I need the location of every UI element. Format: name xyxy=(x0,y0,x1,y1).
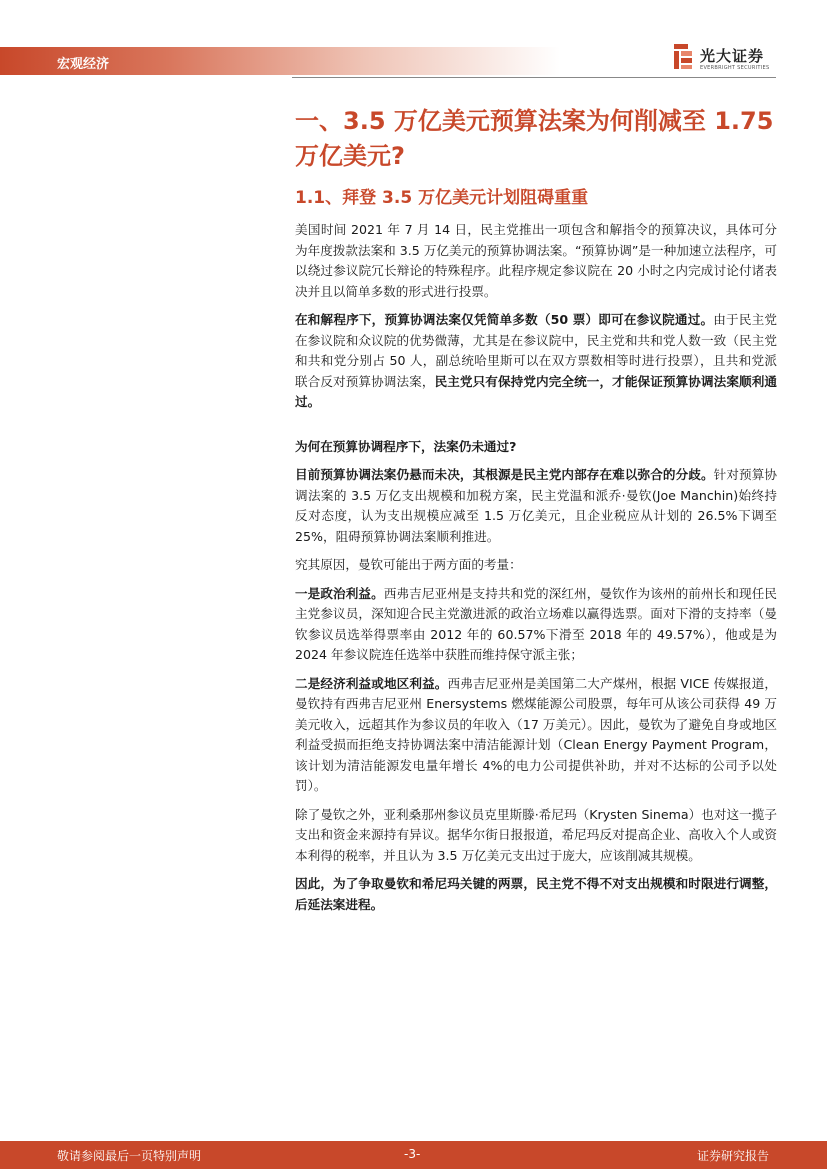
section-title: 一、3.5 万亿美元预算法案为何削减至 1.75 万亿美元? xyxy=(295,107,774,170)
header-divider xyxy=(292,77,776,78)
paragraph-6-body: 西弗吉尼亚州是美国第二大产煤州，根据 VICE 传媒报道，曼钦持有西弗吉尼亚州 Enersystems 燃煤能源公司股票，每年可从该公司获得 49 万美元收入，远超其作为参议员的年收入（17 万美元）。因此，曼钦为了避免自身或地区利益受损而拒绝支持协调法案中清洁能源计划（Clean Energy Payment Program，该计划为清洁能源发电量年增长 4%的电力公司提供补助，并对不达标的公司予以处罚）。 xyxy=(295,675,777,793)
paragraph-5 xyxy=(295,584,777,666)
paragraph-7: 除了曼钦之外，亚利桑那州参议员克里斯滕·希尼玛（Krysten Sinema）也对这一揽子支出和资金来源持有异议。据华尔街日报报道，希尼玛反对提高企业、高收入个人或资本利得的税率，并且认为 3.5 万亿美元支出过于庞大，应该削减其规模。 xyxy=(295,806,777,863)
paragraph-6 xyxy=(295,674,777,797)
paragraph-1: 美国时间 2021 年 7 月 14 日，民主党推出一项包含和解指令的预算决议，具体可分为年度拨款法案和 3.5 万亿美元的预算协调法案。“预算协调”是一种加速立法程序，可以绕过参议院冗长辩论的特殊程序。此程序规定参议院在 20 小时之内完成讨论付诸表决并且以简单多数的形式进行投票。 xyxy=(295,222,777,299)
spacer xyxy=(295,421,777,437)
paragraph-8 xyxy=(295,874,777,915)
paragraph-2-tail: 民主党只有保持党内完全统一，才能保证预算协调法案顺利通过。 xyxy=(295,373,778,409)
paragraph-4: 究其原因，曼钦可能出于两方面的考量： xyxy=(295,557,522,572)
paragraph-5-body: 西弗吉尼亚州是支持共和党的深红州，曼钦作为该州的前州长和现任民主党参议员，深知迎合民主党激进派的政治立场难以赢得选票。面对下滑的支持率（曼钦参议员选举得票率由 2012 年的 60.57%下滑至 2018 年的 49.57%），他或是为 2024 年参议院连任选举中获胜而维持保守派主张； xyxy=(295,585,778,662)
report-type: 证券研究报告 xyxy=(697,1149,770,1163)
paragraph-3-body: 针对预算协调法案的 3.5 万亿支出规模和加税方案，民主党温和派乔·曼钦(Joe Manchin)始终持反对态度，认为支出规模应减至 1.5 万亿美元，且企业税应从计划的 26.5%下调至 25%，阻碍预算协调法案顺利推进。 xyxy=(295,467,778,544)
subsection-title: 1.1、拜登 3.5 万亿美元计划阻碍重重 xyxy=(295,188,589,208)
paragraph-2 xyxy=(295,310,777,413)
logo-english-name: EVERBRIGHT SECURITIES xyxy=(700,65,770,71)
everbright-logo-icon xyxy=(672,43,694,71)
paragraph-3-lead: 目前预算协调法案仍悬而未决，其根源是民主党内部存在难以弥合的分歧。 xyxy=(295,467,714,482)
paragraph-2-lead: 在和解程序下，预算协调法案仅凭简单多数（50 票）即可在参议院通过。 xyxy=(295,312,714,327)
paragraph-3 xyxy=(295,465,777,547)
brand-logo xyxy=(672,43,782,73)
paragraph-8-bold: 因此，为了争取曼钦和希尼玛关键的两票，民主党不得不对支出规模和时限进行调整，后延法案进程。 xyxy=(295,876,777,912)
paragraph-5-lead: 一是政治利益。 xyxy=(295,585,384,601)
paragraph-6-lead: 二是经济利益或地区利益。 xyxy=(295,675,448,691)
main-content xyxy=(295,104,777,923)
page-number: -3- xyxy=(404,1147,421,1161)
paragraph-2-body: 由于民主党在参议院和众议院的优势微薄，尤其是在参议院中，民主党和共和党人数一致（民主党和共和党分别占 50 人，副总统哈里斯可以在双方票数相等时进行投票），且共和党派联合反对预算协调法案， xyxy=(295,312,777,389)
question-heading: 为何在预算协调程序下，法案仍未通过? xyxy=(295,438,517,454)
logo-chinese-name: 光大证券 xyxy=(700,47,765,65)
section-label: 宏观经济 xyxy=(57,57,110,72)
footer-disclaimer: 敬请参阅最后一页特别声明 xyxy=(57,1149,202,1163)
